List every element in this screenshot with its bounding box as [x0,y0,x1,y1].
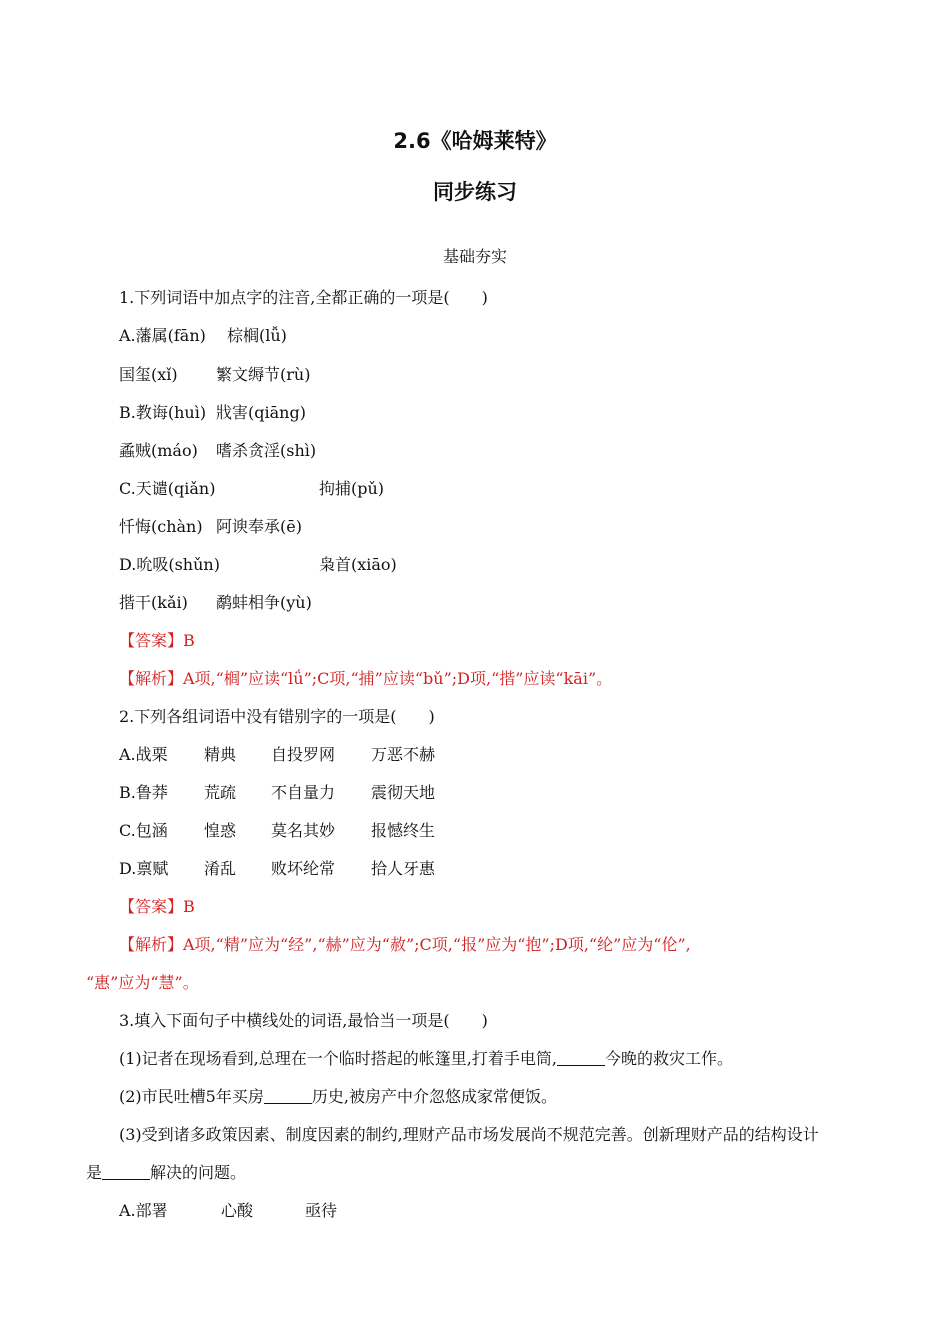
q2-a-word-4: 万恶不赫 [371,745,436,764]
q3-s1-blank [557,1049,605,1066]
question-2-stem: 2.下列各组词语中没有错别字的一项是( ) [119,707,435,726]
q3-s2-text-a: (2)市民吐槽5年买房 [119,1087,264,1106]
q3-sentence-3: (3)受到诸多政策因素、制度因素的制约,理财产品市场发展尚不规范完善。创新理财产品的结构设计 [119,1125,819,1144]
q2-analysis-line-2: “惠”应为“慧”。 [86,973,199,992]
q1-option-a2: 棕榈(lǚ) [227,326,287,345]
q1-option-b4: 嗜杀贪淫(shì) [216,441,317,460]
q2-option-b [119,782,435,804]
q2-b-word-2: 荒疏 [204,783,237,802]
q1-answer: 【答案】B [119,631,195,650]
question-3-stem: 3.填入下面句子中横线处的词语,最恰当一项是( ) [119,1011,488,1030]
q2-a-word-1: A.战栗 [119,745,168,764]
q1-option-b3: 蟊贼(máo) [119,441,198,460]
q2-b-word-3: 不自量力 [271,783,336,802]
q2-c-word-2: 惶惑 [204,821,237,840]
q2-analysis-line-1: 【解析】A项,“精”应为“经”,“赫”应为“赦”;C项,“报”应为“抱”;D项,“纶”应为“伦”, [119,935,691,954]
q2-d-word-2: 淆乱 [204,859,237,878]
q1-analysis: 【解析】A项,“榈”应读“lǘ”;C项,“捕”应读“bǔ”;D项,“揩”应读“kāi”。 [119,669,613,688]
q1-option-c1: C.天谴(qiǎn) [119,479,216,498]
q1-option-c3: 忏悔(chàn) [119,517,203,536]
q3-a-word-3: 亟待 [305,1201,338,1220]
q1-option-b1: B.教诲(huì) [119,403,207,422]
q1-option-c4: 阿谀奉承(ē) [216,517,302,536]
q1-option-c2: 拘捕(pǔ) [319,479,385,498]
q1-option-d2: 枭首(xiāo) [319,555,397,574]
q2-c-word-1: C.包涵 [119,821,168,840]
q2-a-word-3: 自投罗网 [271,745,336,764]
q2-d-word-3: 败坏纶常 [271,859,336,878]
q2-a-word-2: 精典 [204,745,237,764]
q1-option-a1: A.藩属(fān) [119,326,206,345]
q2-option-c [119,820,435,842]
page-subtitle: 同步练习 [433,180,517,204]
q2-option-d [119,858,435,880]
q3-s1-text-b: 今晚的救灾工作。 [604,1049,733,1068]
q3-a-word-1: A.部署 [119,1201,168,1220]
q3-s3-text-b: 是 [86,1163,103,1182]
section-heading: 基础夯实 [442,247,507,266]
q1-option-d3: 揩干(kǎi) [119,593,188,612]
q2-answer: 【答案】B [119,897,195,916]
q1-option-a4: 繁文缛节(rù) [216,365,311,384]
q3-option-a [119,1200,337,1222]
page-title: 2.6《哈姆莱特》 [393,129,557,153]
q1-option-d4: 鹬蚌相争(yù) [216,593,312,612]
q3-s3-blank [102,1163,150,1180]
q2-d-word-1: D.禀赋 [119,859,169,878]
q3-sentence-1 [119,1048,733,1070]
q2-option-a [119,744,435,766]
q3-s1-text-a: (1)记者在现场看到,总理在一个临时搭起的帐篷里,打着手电筒, [119,1049,557,1068]
q1-option-a3: 国玺(xǐ) [119,365,178,384]
q2-c-word-4: 报憾终生 [371,821,436,840]
q3-sentence-3-cont [86,1162,246,1184]
q2-d-word-4: 拾人牙惠 [371,859,436,878]
q2-c-word-3: 莫名其妙 [271,821,336,840]
q3-sentence-2 [119,1086,557,1108]
q1-option-d1: D.吮吸(shǔn) [119,555,220,574]
q3-s2-blank [264,1087,312,1104]
q2-b-word-4: 震彻天地 [371,783,436,802]
q2-b-word-1: B.鲁莽 [119,783,168,802]
q3-s3-text-c: 解决的问题。 [150,1163,247,1182]
q1-option-b2: 戕害(qiāng) [216,403,306,422]
q3-a-word-2: 心酸 [221,1201,254,1220]
question-1-stem: 1.下列词语中加点字的注音,全都正确的一项是( ) [119,288,488,307]
q3-s2-text-b: 历史,被房产中介忽悠成家常便饭。 [311,1087,557,1106]
